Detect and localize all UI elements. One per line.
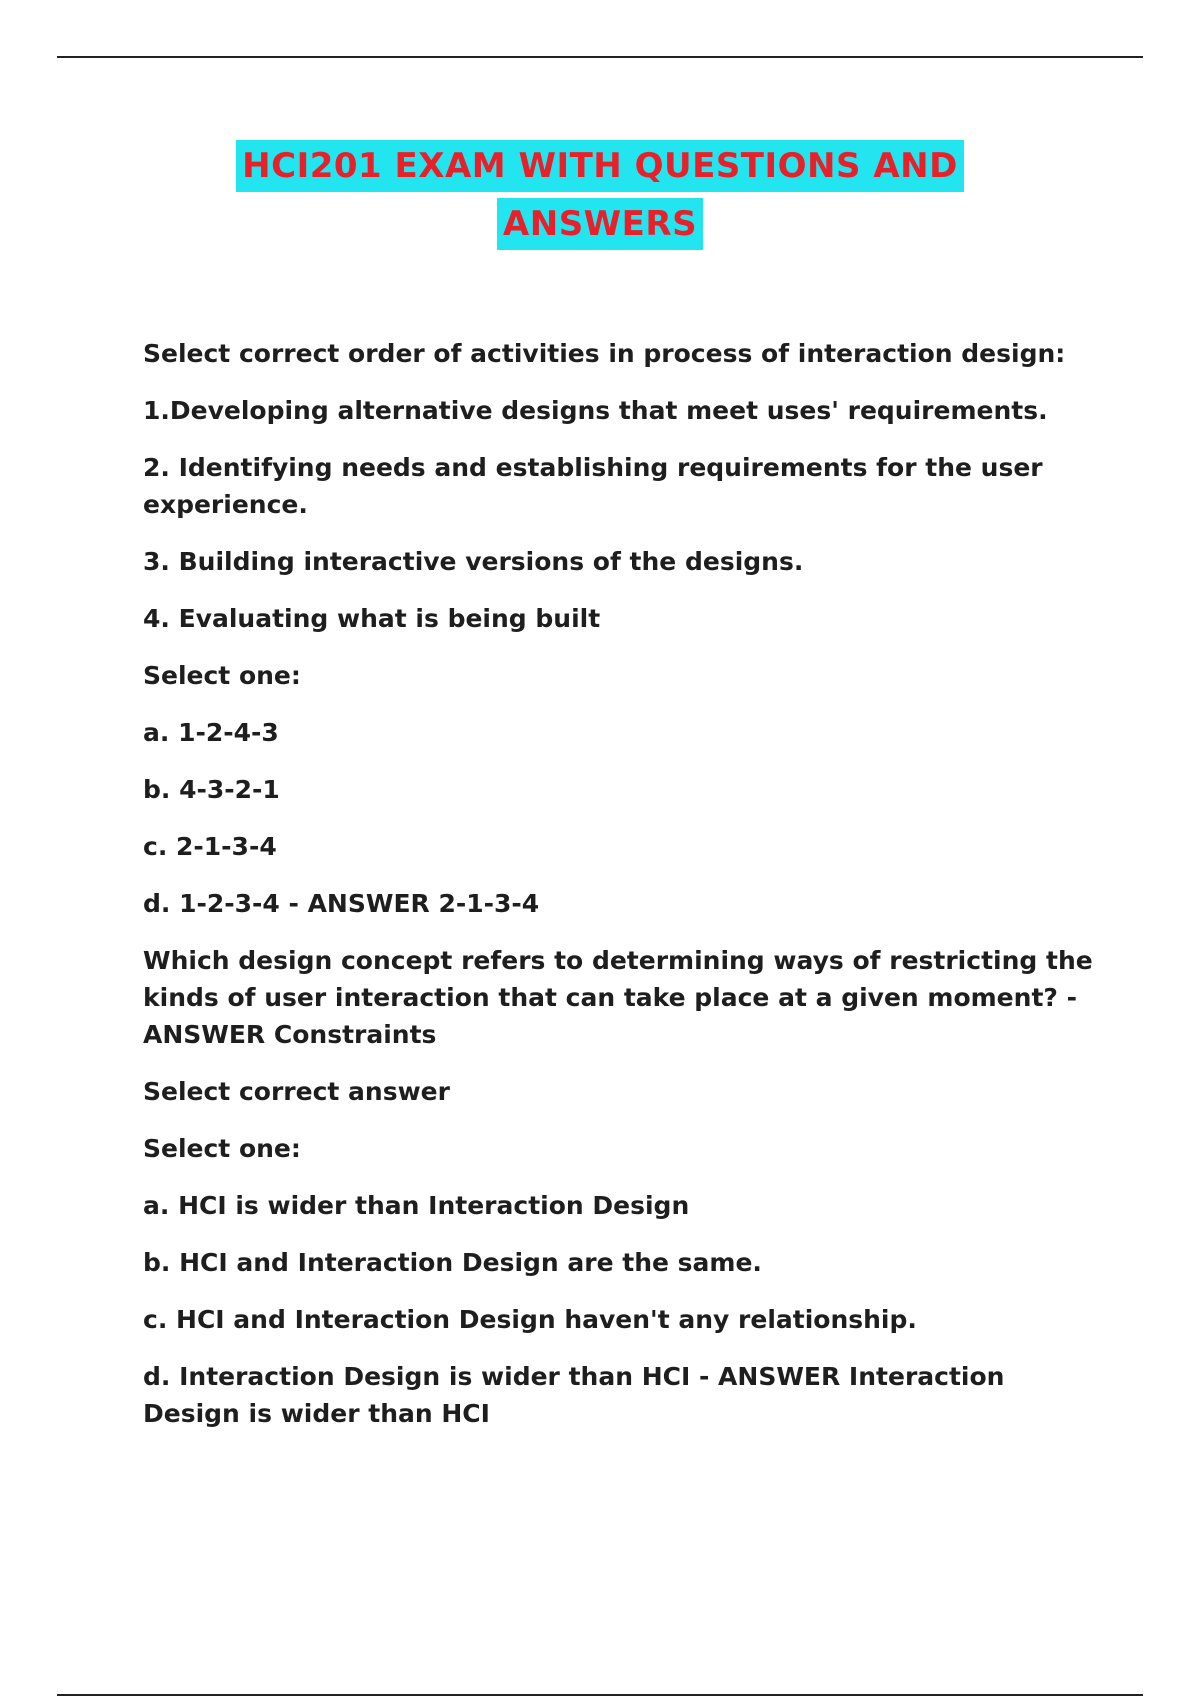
document-title [0, 140, 1200, 256]
question-3-prompt: Select correct answer [143, 1077, 450, 1106]
header-rule [57, 56, 1143, 58]
question-1-step-4: 4. Evaluating what is being built [143, 604, 601, 633]
footer-rule [57, 1694, 1143, 1696]
question-1-step-3: 3. Building interactive versions of the designs. [143, 547, 804, 576]
question-1-step-1: 1.Developing alternative designs that meet uses' requirements. [143, 396, 1048, 425]
title-line-2: ANSWERS [497, 198, 703, 250]
question-2-with-answer: Which design concept refers to determining ways of restricting the kinds of user interaction that can take place at a given moment? - ANSWER Constraints [143, 946, 1093, 1049]
question-3-select-one: Select one: [143, 1134, 301, 1163]
question-3-option-a: a. HCI is wider than Interaction Design [143, 1191, 690, 1220]
question-1-option-b: b. 4-3-2-1 [143, 775, 280, 804]
title-line-1: HCI201 EXAM WITH QUESTIONS AND [236, 140, 964, 192]
question-1-select-one: Select one: [143, 661, 301, 690]
question-1-step-2: 2. Identifying needs and establishing requirements for the user experience. [143, 453, 1043, 519]
question-3-option-b: b. HCI and Interaction Design are the same. [143, 1248, 762, 1277]
question-3-option-d-answer: d. Interaction Design is wider than HCI - ANSWER Interaction Design is wider than HCI [143, 1362, 1005, 1428]
question-1-option-c: c. 2-1-3-4 [143, 832, 277, 861]
question-1-option-d-answer: d. 1-2-3-4 - ANSWER 2-1-3-4 [143, 889, 540, 918]
document-body [143, 335, 1093, 1432]
question-1-option-a: a. 1-2-4-3 [143, 718, 279, 747]
question-1-prompt: Select correct order of activities in process of interaction design: [143, 339, 1066, 368]
question-3-option-c: c. HCI and Interaction Design haven't any relationship. [143, 1305, 917, 1334]
